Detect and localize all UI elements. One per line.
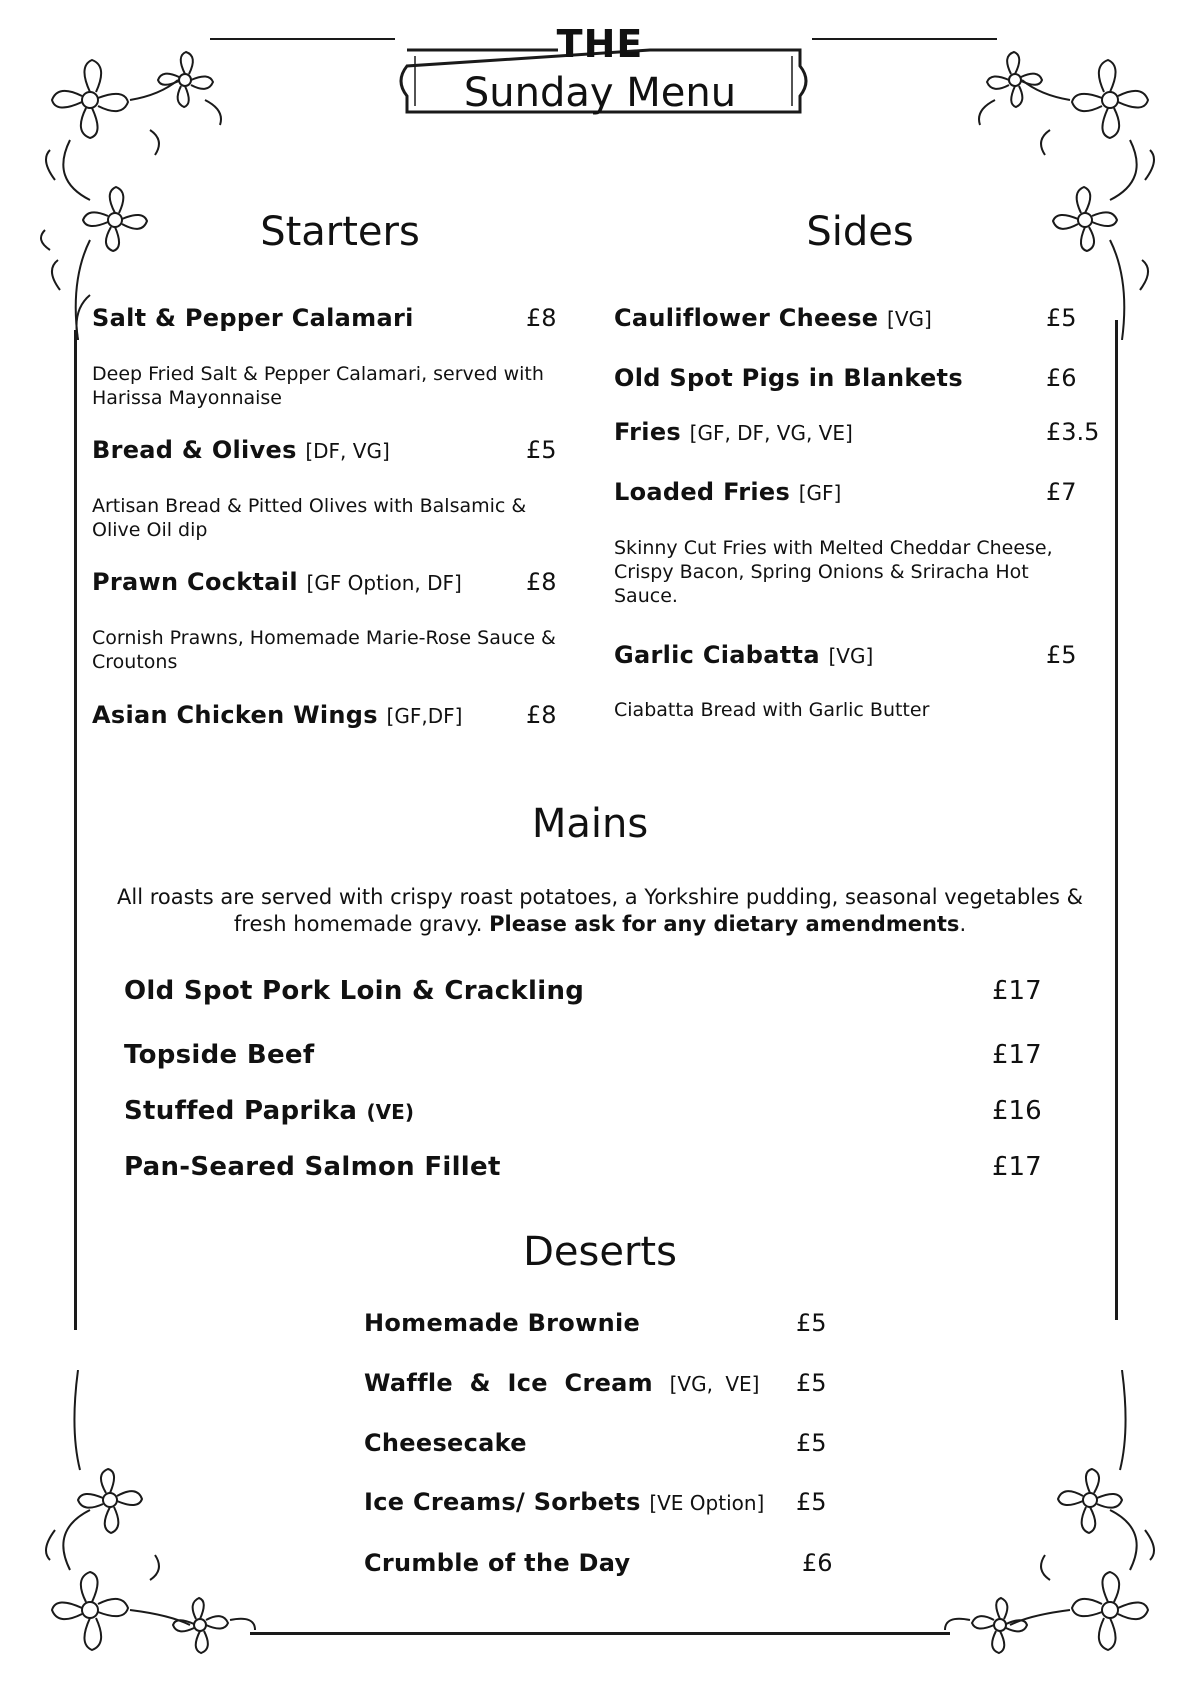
desert-name: Waffle & Ice Cream [VG, VE] (364, 1369, 760, 1397)
frame-bottom-line (250, 1632, 950, 1635)
side-price: £3.5 (1046, 418, 1100, 446)
starter-name: Asian Chicken Wings [GF,DF] (92, 701, 463, 729)
starter-desc: Deep Fried Salt & Pepper Calamari, served with Harissa Mayonnaise (92, 363, 544, 409)
frame-left-line (74, 330, 77, 1330)
main-price: £17 (992, 1152, 1042, 1182)
desert-name: Ice Creams/ Sorbets [VE Option] (364, 1488, 765, 1516)
starter-name: Prawn Cocktail [GF Option, DF] (92, 568, 462, 596)
side-name: Cauliflower Cheese [VG] (614, 304, 932, 332)
frame-right-line (1115, 320, 1118, 1320)
main-name: Old Spot Pork Loin & Crackling (124, 976, 585, 1006)
desert-name: Cheesecake (364, 1429, 527, 1457)
floral-corner-bottom-right-icon (940, 1370, 1170, 1670)
main-name: Pan-Seared Salmon Fillet (124, 1152, 501, 1182)
side-name: Garlic Ciabatta [VG] (614, 641, 874, 669)
main-price: £17 (992, 1040, 1042, 1070)
main-name: Stuffed Paprika (VE) (124, 1096, 414, 1126)
starter-price: £8 (526, 304, 557, 332)
starters-heading: Starters (260, 209, 420, 255)
side-name: Old Spot Pigs in Blankets (614, 364, 963, 392)
desert-price: £5 (796, 1488, 827, 1516)
floral-corner-bottom-left-icon (30, 1370, 260, 1670)
desert-name: Crumble of the Day (364, 1549, 631, 1577)
side-name: Fries [GF, DF, VG, VE] (614, 418, 853, 446)
starter-price: £8 (526, 568, 557, 596)
side-desc: Skinny Cut Fries with Melted Cheddar Cheese, Crispy Bacon, Spring Onions & Sriracha Hot Sauce. (614, 537, 1053, 607)
desert-name: Homemade Brownie (364, 1309, 641, 1337)
starter-price: £8 (526, 701, 557, 729)
title-the: THE (556, 22, 644, 66)
mains-heading: Mains (531, 801, 649, 847)
side-desc: Ciabatta Bread with Garlic Butter (614, 699, 930, 721)
side-price: £7 (1046, 478, 1077, 506)
side-price: £6 (1046, 364, 1077, 392)
floral-corner-top-right-icon (970, 40, 1170, 340)
page-title: Sunday Menu (463, 70, 737, 116)
side-price: £5 (1046, 641, 1077, 669)
desert-price: £5 (796, 1369, 827, 1397)
floral-corner-top-left-icon (30, 40, 230, 340)
side-name: Loaded Fries [GF] (614, 478, 842, 506)
side-price: £5 (1046, 304, 1077, 332)
main-price: £17 (992, 976, 1042, 1006)
desert-price: £6 (802, 1549, 833, 1577)
main-price: £16 (992, 1096, 1042, 1126)
starter-name: Salt & Pepper Calamari (92, 304, 414, 332)
starter-name: Bread & Olives [DF, VG] (92, 436, 390, 464)
desert-price: £5 (796, 1429, 827, 1457)
deserts-heading: Deserts (523, 1229, 677, 1275)
starter-price: £5 (526, 436, 557, 464)
mains-intro: All roasts are served with crispy roast potatoes, a Yorkshire pudding, seasonal vegetables & fresh homemade gravy. Please ask for any dietary amendments. (117, 885, 1083, 936)
desert-price: £5 (796, 1309, 827, 1337)
starter-desc: Artisan Bread & Pitted Olives with Balsamic & Olive Oil dip (92, 495, 527, 541)
main-name: Topside Beef (124, 1040, 315, 1070)
starter-desc: Cornish Prawns, Homemade Marie-Rose Sauce & Croutons (92, 627, 556, 673)
sides-heading: Sides (806, 209, 914, 255)
